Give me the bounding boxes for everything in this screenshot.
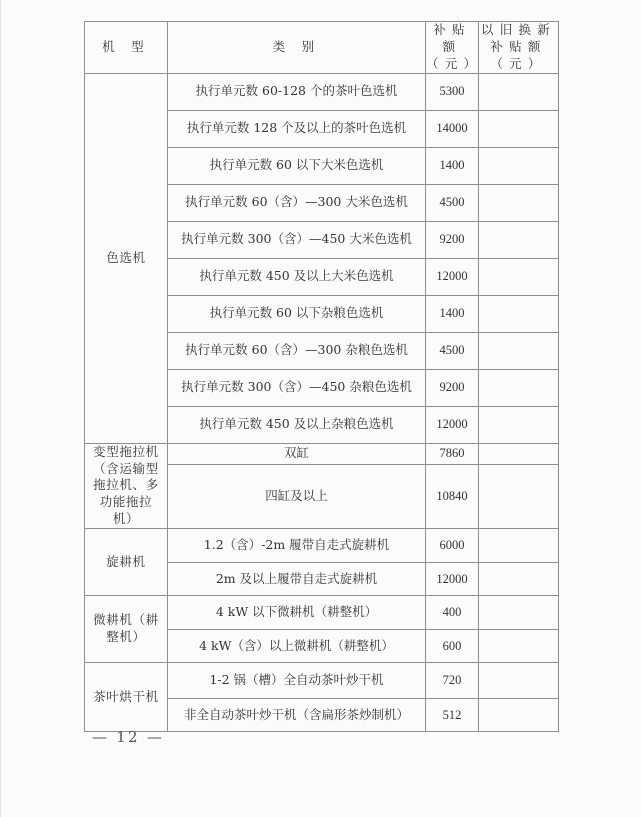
category-cell: 1-2 锅（槽）全自动茶叶炒干机 (168, 663, 426, 699)
machine-type-cell (85, 663, 168, 732)
subsidy-amount-cell: 4500 (426, 332, 479, 369)
category-cell: 执行单元数 300（含）—450 大米色选机 (168, 221, 426, 258)
subsidy-amount-cell: 1400 (426, 147, 479, 184)
category-cell: 四缸及以上 (168, 464, 426, 528)
category-cell: 1.2（含）-2m 履带自走式旋耕机 (168, 529, 426, 563)
tradein-subsidy-cell (479, 221, 559, 258)
tradein-subsidy-cell (479, 295, 559, 332)
subsidy-amount-cell: 12000 (426, 563, 479, 596)
subsidy-amount-cell: 12000 (426, 406, 479, 443)
category-cell: 双缸 (168, 443, 426, 464)
tradein-subsidy-cell (479, 596, 559, 630)
subsidy-amount-cell: 9200 (426, 221, 479, 258)
tradein-subsidy-cell (479, 563, 559, 596)
table-row (85, 443, 559, 464)
category-cell: 执行单元数 300（含）—450 杂粮色选机 (168, 369, 426, 406)
tradein-subsidy-cell (479, 147, 559, 184)
tradein-subsidy-cell (479, 699, 559, 732)
subsidy-table (84, 21, 559, 732)
machine-type-label: 变型拖拉机（含运输型拖拉机、多功能拖拉机） (93, 443, 159, 527)
machine-type-label: 旋耕机 (106, 553, 146, 569)
category-cell: 执行单元数 60（含）—300 杂粮色选机 (168, 332, 426, 369)
subsidy-amount-cell: 14000 (426, 110, 479, 147)
subsidy-amount-cell: 9200 (426, 369, 479, 406)
subsidy-amount-cell: 1400 (426, 295, 479, 332)
category-cell: 4 kW（含）以上微耕机（耕整机） (168, 630, 426, 663)
subsidy-amount-cell: 5300 (426, 73, 479, 110)
tradein-subsidy-cell (479, 464, 559, 528)
tradein-subsidy-cell (479, 258, 559, 295)
category-cell: 非全自动茶叶炒干机（含扁形茶炒制机） (168, 699, 426, 732)
category-cell: 执行单元数 60（含）—300 大米色选机 (168, 184, 426, 221)
category-cell: 4 kW 以下微耕机（耕整机） (168, 596, 426, 630)
category-cell: 执行单元数 60 以下大米色选机 (168, 147, 426, 184)
tradein-subsidy-cell (479, 529, 559, 563)
category-cell: 执行单元数 450 及以上大米色选机 (168, 258, 426, 295)
tradein-subsidy-cell (479, 443, 559, 464)
subsidy-amount-cell: 12000 (426, 258, 479, 295)
header-tradein-subsidy: 以旧换新补贴额（元） (479, 22, 559, 74)
tradein-subsidy-cell (479, 630, 559, 663)
subsidy-amount-cell: 4500 (426, 184, 479, 221)
table-row (85, 529, 559, 563)
table-row (85, 663, 559, 699)
subsidy-amount-cell: 512 (426, 699, 479, 732)
machine-type-cell (85, 73, 168, 443)
tradein-subsidy-cell (479, 369, 559, 406)
subsidy-amount-cell: 6000 (426, 529, 479, 563)
subsidy-amount-cell: 600 (426, 630, 479, 663)
header-model: 机 型 (85, 22, 168, 74)
table-body (85, 73, 559, 731)
category-cell: 执行单元数 128 个及以上的茶叶色选机 (168, 110, 426, 147)
header-subsidy-amount: 补贴额（元） (426, 22, 479, 74)
table-header-row (85, 22, 559, 74)
category-cell: 执行单元数 450 及以上杂粮色选机 (168, 406, 426, 443)
machine-type-label: 微耕机（耕整机） (93, 612, 159, 644)
tradein-subsidy-cell (479, 110, 559, 147)
subsidy-amount-cell: 10840 (426, 464, 479, 528)
page-number: — 12 — (92, 728, 165, 746)
tradein-subsidy-cell (479, 184, 559, 221)
category-cell: 2m 及以上履带自走式旋耕机 (168, 563, 426, 596)
category-cell: 执行单元数 60-128 个的茶叶色选机 (168, 73, 426, 110)
subsidy-amount-cell: 720 (426, 663, 479, 699)
table-row (85, 73, 559, 110)
machine-type-label: 茶叶烘干机 (93, 688, 159, 704)
tradein-subsidy-cell (479, 332, 559, 369)
tradein-subsidy-cell (479, 663, 559, 699)
tradein-subsidy-cell (479, 73, 559, 110)
header-category: 类 别 (168, 22, 426, 74)
machine-type-cell (85, 529, 168, 596)
category-cell: 执行单元数 60 以下杂粮色选机 (168, 295, 426, 332)
tradein-subsidy-cell (479, 406, 559, 443)
subsidy-amount-cell: 7860 (426, 443, 479, 464)
table-row (85, 596, 559, 630)
machine-type-cell (85, 596, 168, 663)
subsidy-amount-cell: 400 (426, 596, 479, 630)
machine-type-cell (85, 443, 168, 528)
machine-type-label: 色选机 (106, 249, 146, 265)
